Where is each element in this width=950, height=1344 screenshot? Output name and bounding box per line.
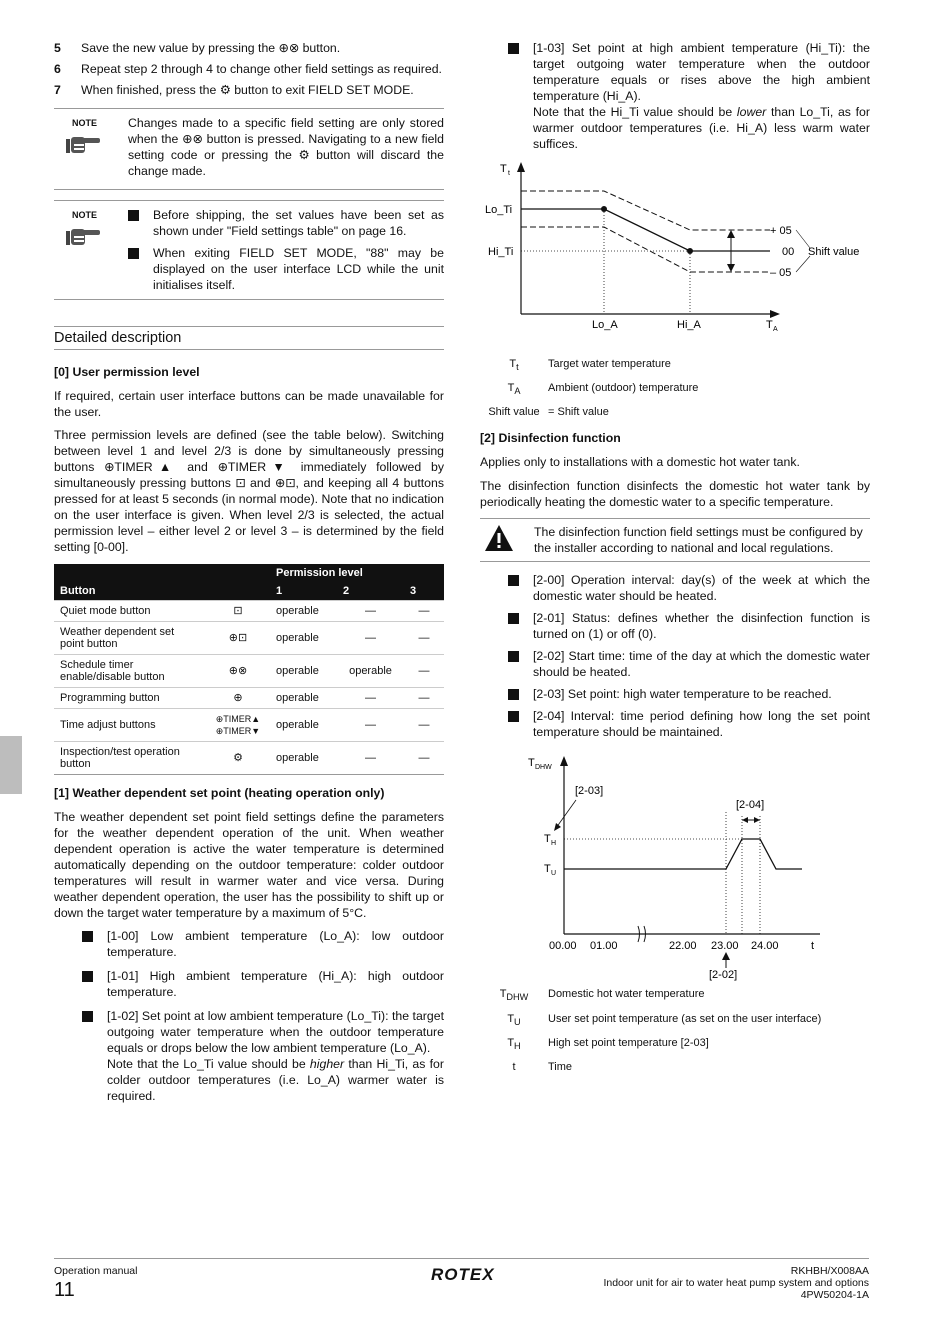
table-header: Button 1 2 3 (54, 582, 444, 601)
quiet-mode-icon: ⊡ (206, 601, 270, 622)
note-2-item: When exiting FIELD SET MODE, "88" may be displayed on the user interface LCD while the unit initialises itself. (128, 245, 444, 293)
section-title: Detailed description (54, 326, 444, 350)
list-item: [1-02] Set point at low ambient temperature (Lo_Ti): the target outgoing water temperature when the outdoor temperature equals or drops below the low ambient temperature (Lo_A). Note that the Lo_Ti value should be higher than Hi_Ti, as for colder outdoor temperatures (i.e. Lo_A) warmer water is required. (82, 1008, 444, 1104)
bullet-square-icon (508, 689, 519, 700)
legend-row: $T_t$ Target water temperature (509, 358, 671, 373)
left-column (54, 40, 444, 1110)
model-code: RKHBH/X008AA (790, 1265, 869, 1277)
list-item: [1-00] Low ambient temperature (Lo_A): low outdoor temperature. (82, 928, 444, 960)
label-2-04: [2-04] (736, 799, 765, 812)
list-item: [1-03] Set point at high ambient temperature (Hi_Ti): the target outgoing water temperature when the outdoor temperature equals or rises above the high ambient temperature (Hi_A). Note that the Hi_Ti value should be lower than Lo_Ti, as for warmer outdoor temperatures (i.e. Hi_A) less warm water suffices. (508, 40, 870, 152)
bullet-list (480, 572, 870, 740)
hi-ti-label: Hi_Ti (488, 246, 514, 258)
note-box-2 (54, 200, 444, 300)
bullet-square-icon (128, 248, 139, 259)
chart-1-legend (480, 356, 870, 420)
x-axis-label: T (766, 319, 773, 331)
svg-text:H: H (551, 840, 557, 848)
bullet-square-icon (508, 43, 519, 54)
list-item: [1-01] High ambient temperature (Hi_A): high outdoor temperature. (82, 968, 444, 1000)
programming-icon: ⊕ (206, 688, 270, 709)
paragraph: The disinfection function disinfects the domestic hot water tank by periodically heating the domestic water to a specific temperature. (480, 479, 870, 510)
footer-doc-title: Operation manual (54, 1265, 138, 1277)
chart-2-legend (480, 986, 870, 1075)
weather-dependent-chart (480, 160, 870, 348)
hi-a-label: Hi_A (677, 319, 701, 331)
legend-row: $T_U$ User set point temperature (as set on the user interface) (507, 1012, 822, 1027)
paragraph: Three permission levels are defined (see the table below). Switching between level 1 and level 2/3 is done by simultaneously pressing buttons ⊕TIMER▲ and ⊕TIMER▼ immediately followed by simultaneously pressing buttons ⊡ and ⊕⊡, and keeping all 4 buttons pressed for at least 5 seconds (in normal mode). Note that no indication on the user interface is given. When level 2/3 is selected, the actual permission level – either level 2 or level 3 – is determined by the field setting [0-00]. (54, 428, 444, 554)
y-axis-label: T (500, 163, 507, 175)
lo-ti-label: Lo_Ti (485, 204, 513, 216)
bullet-square-icon (128, 210, 139, 221)
minus-shift-label: – 05 (770, 267, 792, 279)
bullet-square-icon (508, 575, 519, 586)
bullet-square-icon (508, 651, 519, 662)
note-icon (54, 115, 128, 179)
legend-row: $T_A$ Ambient (outdoor) temperature (507, 382, 699, 397)
time-adjust-icon: ⊕TIMER▲ ⊕TIMER▼ (206, 709, 270, 742)
page-number: 11 (54, 1279, 75, 1301)
bullet-square-icon (82, 931, 93, 942)
legend-row: Shift value = Shift value (488, 406, 609, 419)
table-row: Programming button ⊕ operable — — (54, 688, 444, 709)
right-column (480, 40, 870, 1080)
list-item: [2-02] Start time: time of the day at which the domestic water should be heated. (508, 648, 870, 680)
note-box-1 (54, 108, 444, 190)
side-tab (0, 736, 22, 794)
table-row: Schedule timer enable/disable button ⊕⊗ operable operable — (54, 655, 444, 688)
warning-icon (484, 524, 514, 552)
pointing-hand-icon (66, 225, 102, 247)
plus-shift-label: + 05 (770, 225, 792, 237)
heading-weather-dependent: [1] Weather dependent set point (heating operation only) (54, 786, 385, 800)
bullet-list (54, 928, 444, 1104)
list-item: [2-03] Set point: high water temperature to be reached. (508, 686, 870, 702)
table-row: Weather dependent set point button ⊕⊡ operable — — (54, 622, 444, 655)
note-label: NOTE (72, 118, 98, 128)
shift-value-label: Shift value (808, 246, 860, 258)
note-1-text: Changes made to a specific field setting are only stored when the ⊕⊗ button is pressed. Navigating to a new field setting code or pressing the ⚙ button will discard the change made. (128, 116, 444, 178)
bullet-list (480, 40, 870, 152)
tick-label: 01.00 (590, 940, 618, 953)
warning-text: The disinfection function field settings must be configured by the installer according to national and local regulations. (534, 525, 863, 556)
schedule-timer-icon: ⊕⊗ (206, 655, 270, 688)
table-row: Quiet mode button ⊡ operable — — (54, 601, 444, 622)
inspection-test-icon: ⚙ (206, 742, 270, 775)
table-row: Inspection/test operation button ⚙ operable — — (54, 742, 444, 775)
label-2-03: [2-03] (575, 785, 604, 798)
note-label-2: NOTE (72, 210, 98, 220)
table-row: Time adjust buttons ⊕TIMER▲ ⊕TIMER▼ operable — — (54, 709, 444, 742)
bullet-square-icon (508, 613, 519, 624)
y-axis-label: T (528, 757, 535, 770)
weather-setpoint-icon: ⊕⊡ (206, 622, 270, 655)
list-item: [2-01] Status: defines whether the disinfection function is turned on (1) or off (0). (508, 610, 870, 642)
product-description: Indoor unit for air to water heat pump system and options (603, 1277, 869, 1289)
tu-label: T (544, 863, 551, 876)
disinfection-chart (480, 750, 870, 982)
heading-user-permission: [0] User permission level (54, 365, 200, 379)
tick-label: 23.00 (711, 940, 739, 953)
zero-shift-label: 00 (782, 246, 795, 258)
svg-text:A: A (773, 326, 778, 333)
svg-text:t: t (508, 170, 510, 177)
th-label: T (544, 833, 551, 846)
note-2-body (128, 207, 444, 293)
legend-row: t Time (512, 1060, 573, 1073)
bullet-square-icon (82, 971, 93, 982)
note-2-item: Before shipping, the set values have been set as shown under "Field settings table" on page 16. (128, 207, 444, 239)
legend-row: $T_H$ High set point temperature [2-03] (507, 1036, 709, 1051)
tick-label: 22.00 (669, 940, 697, 953)
tick-label: 24.00 (751, 940, 779, 953)
document-code: 4PW50204-1A (800, 1289, 869, 1301)
warning-box (480, 518, 870, 562)
table-group-header: Permission level (54, 564, 444, 582)
heading-disinfection: [2] Disinfection function (480, 431, 621, 446)
lo-a-label: Lo_A (592, 319, 618, 331)
label-2-02: [2-02] (709, 969, 738, 982)
pointing-hand-icon (66, 133, 102, 155)
legend-row: $T_{DHW}$ Domestic hot water temperature (499, 988, 705, 1003)
list-item: [2-00] Operation interval: day(s) of the week at which the domestic water should be heated. (508, 572, 870, 604)
svg-text:U: U (551, 870, 557, 878)
bullet-square-icon (508, 711, 519, 722)
rotex-logo: ROTEX (431, 1265, 495, 1284)
note-icon-2 (54, 207, 128, 293)
paragraph: Applies only to installations with a domestic hot water tank. (480, 455, 800, 470)
paragraph: The weather dependent set point field settings define the parameters for the weather dependent operation of the unit. When weather dependent operation is active the water temperature is determined automatically depending on the outdoor temperature: colder outdoor temperatures will result in warmer water and vice versa. During weather dependent operation, the user has the possibility to shift up or down the target water temperature by a maximum of 5°C. (54, 810, 444, 920)
step-5: 5 Save the new value by pressing the ⊕⊗ button. (54, 41, 341, 55)
step-7: 7 When finished, press the ⚙ button to exit FIELD SET MODE. (54, 83, 414, 97)
list-item: [2-04] Interval: time period defining how long the set point temperature should be maintained. (508, 708, 870, 740)
bullet-square-icon (82, 1011, 93, 1022)
svg-text:DHW: DHW (535, 764, 552, 772)
page-footer (54, 1258, 869, 1301)
permission-table (54, 564, 444, 775)
paragraph: If required, certain user interface buttons can be made unavailable for the user. (54, 389, 444, 419)
step-6: 6 Repeat step 2 through 4 to change other field settings as required. (54, 62, 442, 76)
tick-label: t (811, 940, 815, 953)
tick-label: 00.00 (549, 940, 577, 953)
